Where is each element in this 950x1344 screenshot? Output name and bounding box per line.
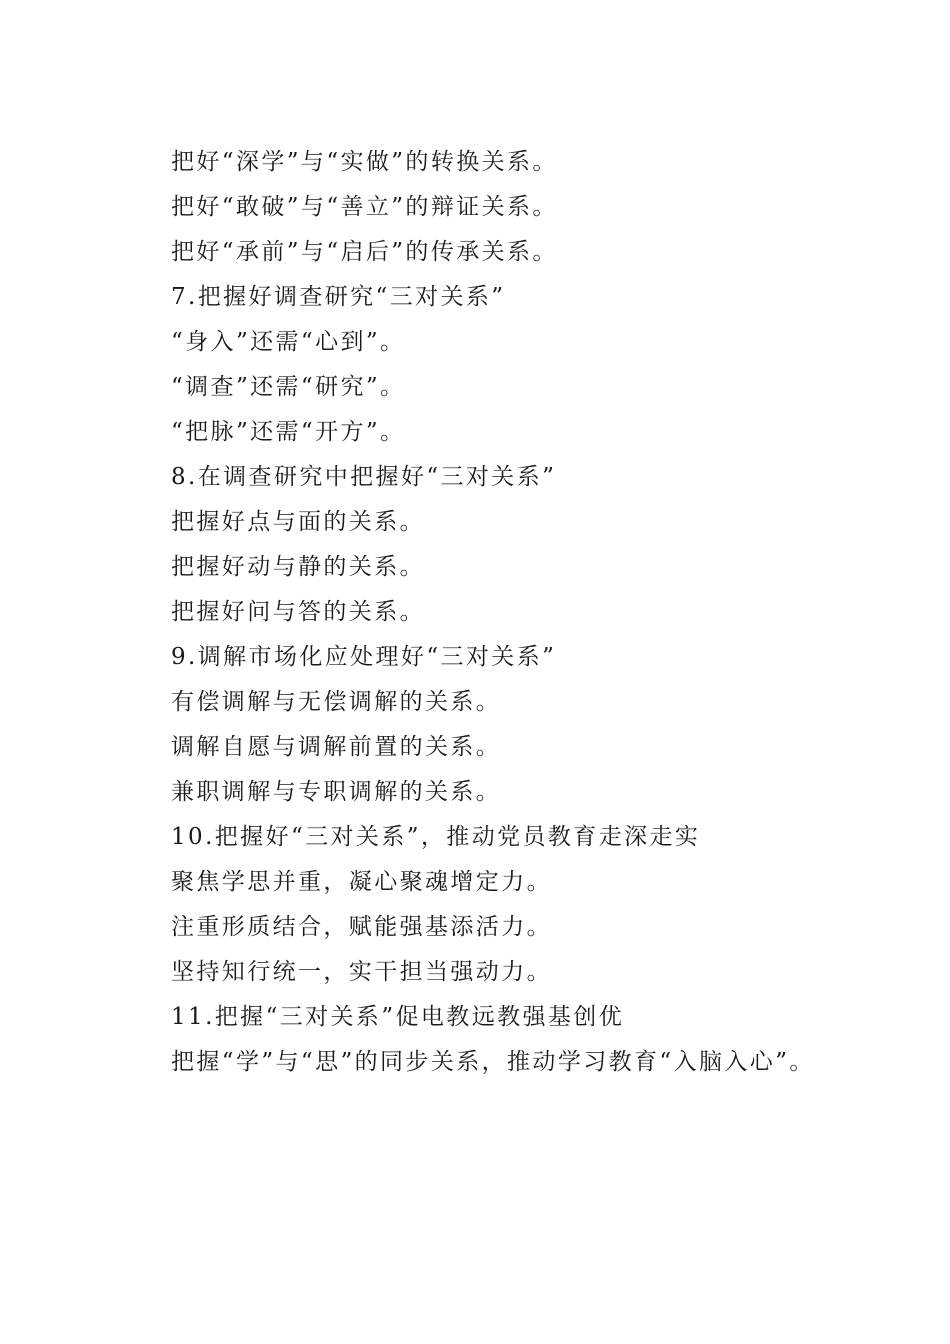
text-line: 把握好问与答的关系。 bbox=[171, 599, 425, 625]
section-heading: 11.把握“三对关系”促电教远教强基创优 bbox=[171, 1004, 625, 1030]
text-line: 有偿调解与无偿调解的关系。 bbox=[171, 689, 502, 715]
text-line: 把好“深学”与“实做”的转换关系。 bbox=[171, 149, 558, 175]
text-line: 把好“承前”与“启后”的传承关系。 bbox=[171, 239, 558, 265]
text-line: 把好“敢破”与“善立”的辩证关系。 bbox=[171, 194, 558, 220]
text-line: 把握好点与面的关系。 bbox=[171, 509, 425, 535]
section-heading: 7.把握好调查研究“三对关系” bbox=[171, 284, 506, 310]
text-line: 调解自愿与调解前置的关系。 bbox=[171, 734, 502, 760]
text-line: 把握好动与静的关系。 bbox=[171, 554, 425, 580]
text-line: 聚焦学思并重，凝心聚魂增定力。 bbox=[171, 869, 552, 895]
text-line: 注重形质结合，赋能强基添活力。 bbox=[171, 914, 552, 940]
text-line: 坚持知行统一，实干担当强动力。 bbox=[171, 959, 552, 985]
section-heading: 9.调解市场化应处理好“三对关系” bbox=[171, 644, 557, 670]
document-body bbox=[118, 140, 830, 1085]
text-line: 兼职调解与专职调解的关系。 bbox=[171, 779, 502, 805]
section-heading: 10.把握好“三对关系”，推动党员教育走深走实 bbox=[171, 824, 701, 850]
text-line: “把脉”还需“开方”。 bbox=[171, 419, 406, 445]
text-line: “调查”还需“研究”。 bbox=[171, 374, 406, 400]
text-line: “身入”还需“心到”。 bbox=[171, 329, 406, 355]
section-heading: 8.在调查研究中把握好“三对关系” bbox=[171, 464, 557, 490]
paragraph: 把握“学”与“思”的同步关系，推动学习教育“入脑入心”。 bbox=[171, 1049, 815, 1075]
